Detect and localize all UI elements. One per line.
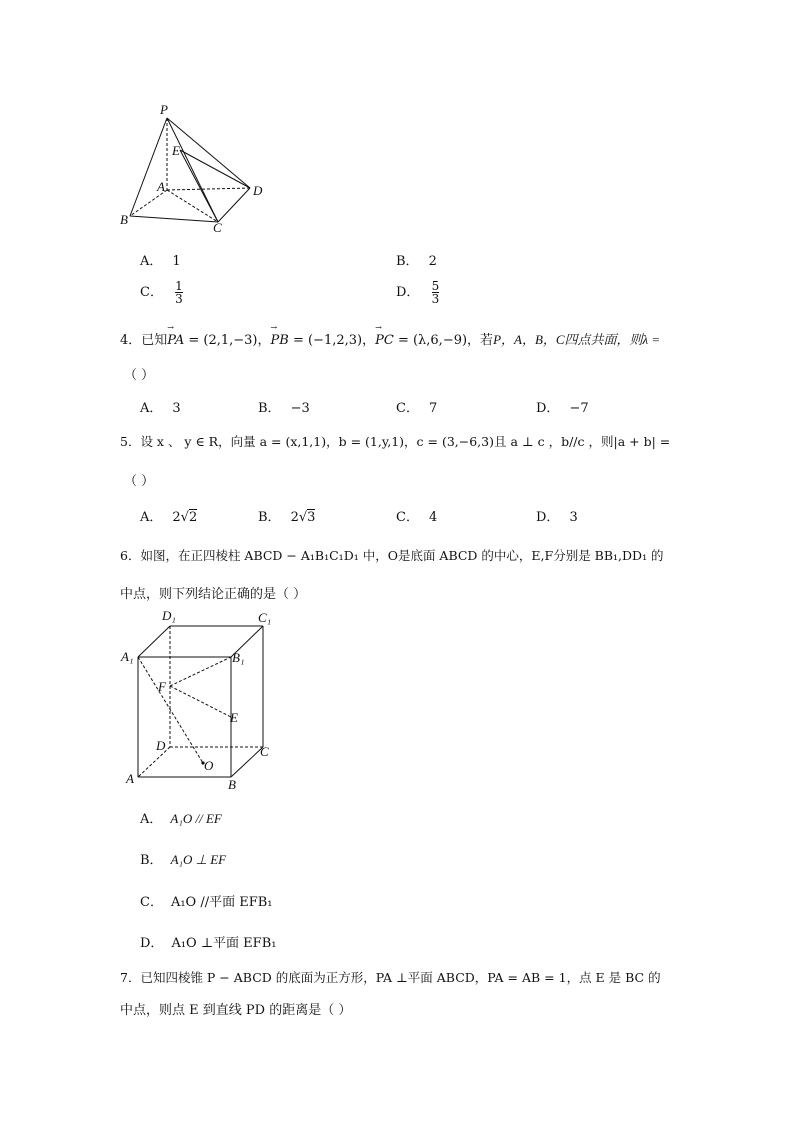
label-D1: D₁ xyxy=(162,608,176,623)
q3-option-a[interactable]: A． 1 xyxy=(140,254,181,269)
q6-option-d[interactable]: D． A₁O ⊥平面 EFB₁ xyxy=(140,936,277,951)
pyramid-diagram xyxy=(110,98,280,236)
q5-option-b[interactable]: B． 2√3 xyxy=(258,510,316,525)
label-F: F xyxy=(158,679,166,694)
label-C: C xyxy=(260,744,269,759)
q6-option-c[interactable]: C． A₁O //平面 EFB₁ xyxy=(140,895,273,910)
label-P: P xyxy=(160,102,168,117)
label-A: A xyxy=(126,771,134,786)
q7-stem-line2: 中点，则点 E 到直线 PD 的距离是（ ） xyxy=(120,1003,352,1018)
sqrt-sign: √ xyxy=(298,510,308,525)
label-A: A xyxy=(157,179,165,194)
q6-stem-line1: 6．如图，在正四棱柱 ABCD − A₁B₁C₁D₁ 中，O是底面 ABCD 的中心，E,F分别是 BB₁,DD₁ 的 xyxy=(120,548,664,563)
label-E: E xyxy=(172,143,180,158)
sqrt-sign: √ xyxy=(180,510,189,525)
label-B1: B₁ xyxy=(232,650,245,665)
pyramid-figure xyxy=(110,98,280,236)
q6-stem-line2: 中点，则下列结论正确的是（ ） xyxy=(120,587,307,602)
q6-option-a[interactable]: A． A₁O // EF xyxy=(140,811,222,827)
q4-option-d[interactable]: D． −7 xyxy=(536,401,589,416)
q5-stem: 5．设 x 、 y ∈ R，向量 a = (x,1,1)，b = (1,y,1)，c = (3,−6,3)且 a ⊥ c ，b//c ，则|a + b| = xyxy=(120,434,671,449)
q4-option-c[interactable]: C． 7 xyxy=(396,401,438,416)
label-E: E xyxy=(230,710,238,725)
q4-option-a[interactable]: A． 3 xyxy=(140,401,181,416)
label-D: D xyxy=(253,183,263,198)
q5-option-d[interactable]: D． 3 xyxy=(536,510,578,525)
fraction: $\frac{1}{3}$ xyxy=(175,279,183,306)
label-O: O xyxy=(204,758,214,773)
label-B: B xyxy=(228,777,236,792)
fraction: $\frac{5}{3}$ xyxy=(431,279,440,306)
q5-paren: （ ） xyxy=(124,474,155,489)
label-D: D xyxy=(156,738,166,753)
label-C1: C₁ xyxy=(258,610,272,625)
q7-stem-line1: 7．已知四棱锥 P − ABCD 的底面为正方形，PA ⊥平面 ABCD，PA = AB = 1，点 E 是 BC 的 xyxy=(120,970,661,985)
label-B: B xyxy=(120,212,128,227)
q6-option-b[interactable]: B． A₁O ⊥ EF xyxy=(140,852,227,868)
q3-option-c[interactable]: C． $\frac{1}{3}$ xyxy=(140,279,183,306)
q4-paren: （ ） xyxy=(124,368,155,383)
q3-option-d[interactable]: D． $\frac{5}{3}$ xyxy=(396,279,440,306)
q4-option-b[interactable]: B． −3 xyxy=(258,401,310,416)
prism-figure xyxy=(118,605,288,795)
q5-option-a[interactable]: A． 2√2 xyxy=(140,510,198,525)
q3-option-b[interactable]: B． 2 xyxy=(396,254,437,269)
q4-stem: 4．已知→ PA = (2,1,−3)，→ PB = (−1,2,3)，→ PC = (λ,6,−9)，若P，A，B，C四点共面，则λ = xyxy=(120,329,660,348)
label-C: C xyxy=(213,220,222,235)
label-A1: A₁ xyxy=(121,649,134,664)
q5-option-c[interactable]: C． 4 xyxy=(396,510,438,525)
prism-diagram xyxy=(118,605,288,795)
